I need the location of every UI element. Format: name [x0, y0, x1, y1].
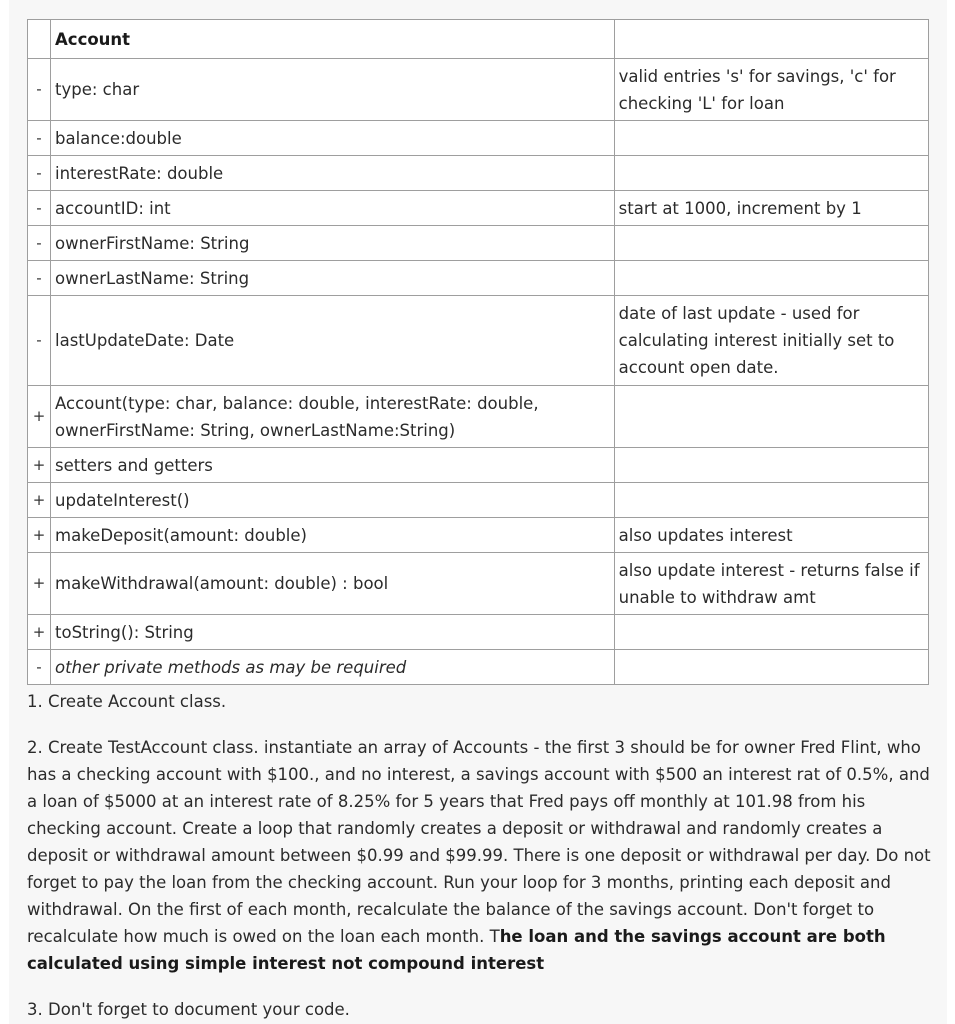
member-note: start at 1000, increment by 1	[614, 191, 928, 226]
table-row	[28, 650, 929, 685]
visibility-marker: +	[28, 386, 51, 448]
member-name: interestRate: double	[51, 156, 615, 191]
member-note	[614, 261, 928, 296]
member-name: setters and getters	[51, 448, 615, 483]
table-row	[28, 615, 929, 650]
member-name: other private methods as may be required	[51, 650, 615, 685]
instruction-step-2-emphasis: he loan and the savings account are both calculated using simple interest not compound interest	[27, 927, 886, 973]
table-row	[28, 483, 929, 518]
member-note: date of last update - used for calculating interest initially set to account open date.	[614, 296, 928, 386]
member-name: makeWithdrawal(amount: double) : bool	[51, 553, 615, 615]
member-note	[614, 448, 928, 483]
member-name: lastUpdateDate: Date	[51, 296, 615, 386]
visibility-marker: -	[28, 156, 51, 191]
table-row	[28, 448, 929, 483]
visibility-marker: -	[28, 261, 51, 296]
member-name: toString(): String	[51, 615, 615, 650]
table-row	[28, 518, 929, 553]
table-row	[28, 121, 929, 156]
table-row	[28, 156, 929, 191]
visibility-marker: -	[28, 226, 51, 261]
member-name: ownerFirstName: String	[51, 226, 615, 261]
member-name: balance:double	[51, 121, 615, 156]
instruction-step-2-text: 2. Create TestAccount class. instantiate an array of Accounts - the first 3 should be for owner Fred Flint, who has a checking account with $100., and no interest, a savings account with $500 an interest rat of 0.5%, and a loan of $5000 at an interest rate of 8.25% for 5 years that Fred pays off monthly at 101.98 from his checking account. Create a loop that randomly creates a deposit or withdrawal and randomly creates a deposit or withdrawal amount between $0.99 and $99.99. There is one deposit or withdrawal per day. Do not forget to pay the loan from the checking account. Run your loop for 3 months, printing each deposit and withdrawal. On the first of each month, recalculate the balance of the savings account. Don't forget to recalculate how much is owed on the loan each month. T	[27, 738, 931, 946]
visibility-cell	[28, 20, 51, 59]
account-class-table	[27, 19, 929, 685]
visibility-marker: +	[28, 483, 51, 518]
instruction-step-1: 1. Create Account class.	[27, 692, 227, 711]
member-note	[614, 156, 928, 191]
table-row	[28, 296, 929, 386]
visibility-marker: +	[28, 448, 51, 483]
instructions	[27, 688, 932, 1023]
member-note	[614, 483, 928, 518]
member-note	[614, 615, 928, 650]
visibility-marker: +	[28, 553, 51, 615]
member-note	[614, 650, 928, 685]
visibility-marker: +	[28, 615, 51, 650]
member-note	[614, 121, 928, 156]
visibility-marker: -	[28, 650, 51, 685]
visibility-marker: -	[28, 121, 51, 156]
member-note: also updates interest	[614, 518, 928, 553]
member-note	[614, 226, 928, 261]
member-note: also update interest - returns false if unable to withdraw amt	[614, 553, 928, 615]
table-row	[28, 261, 929, 296]
table-row	[28, 553, 929, 615]
member-name: accountID: int	[51, 191, 615, 226]
note-cell	[614, 20, 928, 59]
member-note: valid entries 's' for savings, 'c' for checking 'L' for loan	[614, 59, 928, 121]
visibility-marker: -	[28, 59, 51, 121]
member-note	[614, 386, 928, 448]
visibility-marker: -	[28, 296, 51, 386]
visibility-marker: +	[28, 518, 51, 553]
member-name: type: char	[51, 59, 615, 121]
member-name: updateInterest()	[51, 483, 615, 518]
table-row	[28, 226, 929, 261]
member-name: Account(type: char, balance: double, interestRate: double, ownerFirstName: String, ownerLastName:String)	[51, 386, 615, 448]
table-row	[28, 59, 929, 121]
table-row	[28, 191, 929, 226]
class-name: Account	[51, 20, 615, 59]
member-name: makeDeposit(amount: double)	[51, 518, 615, 553]
instruction-step-3: 3. Don't forget to document your code.	[27, 1000, 350, 1019]
instruction-step-2	[27, 734, 932, 977]
member-name: ownerLastName: String	[51, 261, 615, 296]
visibility-marker: -	[28, 191, 51, 226]
table-header-row	[28, 20, 929, 59]
table-row	[28, 386, 929, 448]
